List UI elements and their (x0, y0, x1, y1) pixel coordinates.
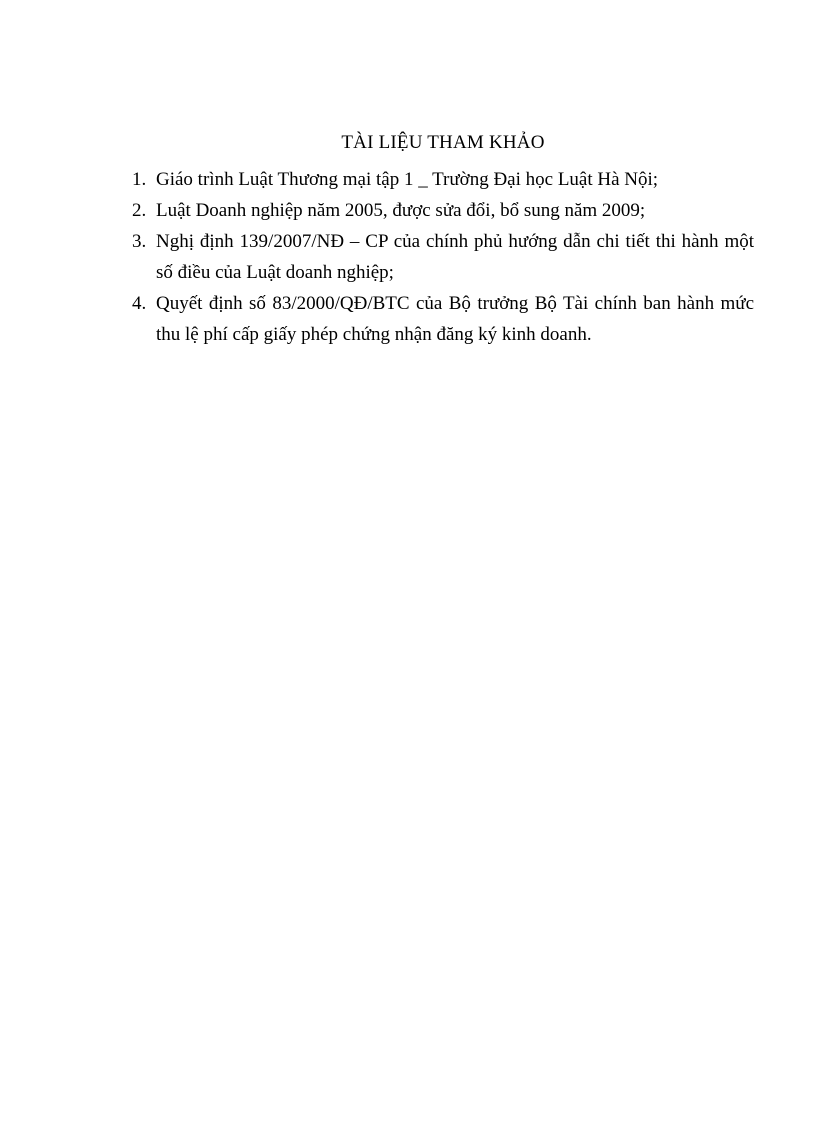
reference-text: Luật Doanh nghiệp năm 2005, được sửa đổi, bổ sung năm 2009; (156, 200, 646, 221)
reference-list (132, 164, 754, 350)
reference-item-2 (132, 195, 754, 226)
reference-text: Nghị định 139/2007/NĐ – CP của chính phủ hướng dẫn chi tiết thi hành một số điều của Luật doanh nghiệp; (156, 231, 754, 283)
reference-item-1 (132, 164, 754, 195)
reference-item-4 (132, 288, 754, 350)
reference-item-3 (132, 226, 754, 288)
references-heading: TÀI LIỆU THAM KHẢO (341, 132, 545, 153)
reference-number: 2. (132, 200, 147, 221)
reference-text: Giáo trình Luật Thương mại tập 1 _ Trường Đại học Luật Hà Nội; (156, 169, 659, 190)
reference-number: 1. (132, 169, 147, 190)
reference-number: 4. (132, 293, 147, 314)
reference-text: Quyết định số 83/2000/QĐ/BTC của Bộ trưởng Bộ Tài chính ban hành mức thu lệ phí cấp giấy phép chứng nhận đăng ký kinh doanh. (156, 293, 754, 345)
reference-number: 3. (132, 231, 147, 252)
